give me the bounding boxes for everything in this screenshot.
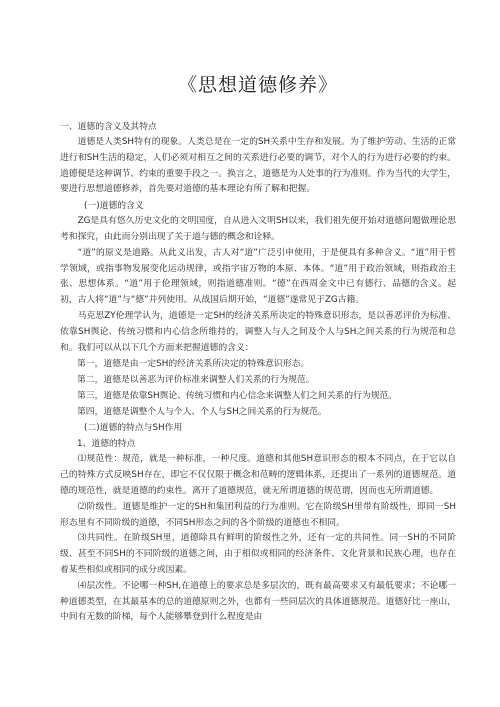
paragraph-class-nature: ⑵阶级性。道德是维护一定的SH和集团利益的行为准则。它在阶级SH里带有阶级性，即同一SH形态里有不同阶级的道德，不同SH形态之间的各个阶级的道德也不相同。 — [60, 501, 456, 528]
paragraph-commonality: ⑶共同性。在阶级SH里，道德除具有鲜明的阶级性之外，还有一定的共同性。同一SH的不同阶级、甚至不同SH的不同阶级的道德之间，由于相似或相同的经济条件、文化背景和民族心理，也存在着某些相似或相同的成分或因素。 — [60, 533, 456, 575]
point-item: 第一，道德是由一定SH的经济关系所决定的特殊意识形态。 — [77, 359, 310, 370]
paragraph-levels: ⑷层次性。不论哪一种SH,在道德上的要求总是多层次的，既有最高要求又有最低要求；不论哪一种道德类型，在其最基本的总的道德原则之外，也都有一些同层次的具体道德规范。道德好比一座山，中间有无数的阶梯，每个人能够攀登到什么程度是由 — [60, 580, 456, 623]
section-heading-1: 一、道德的含义及其特点 — [60, 122, 157, 132]
subsection-heading-1: (一)道德的含义 — [84, 201, 144, 212]
paragraph-dao: “道”的原义是道路。从此义出发，古人对“道”广泛引申使用，于是便具有多种含义。“道”用于哲学领域，或指事物发展变化运动规律，或指宇宙万物的本原、本体。“道”用于政治领域，则指政治主张、思想体系。“道”用于伦理领域，则指道德准则。“德”在西周金文中已有德行、品德的含义。起初，古人将“道”与“德”并列使用。从战国后期开始，“道德”遂常见于ZG古籍。 — [60, 247, 456, 306]
point-item: 第二，道德是以善恶为评价标准来调整人们关系的行为规范。 — [77, 375, 315, 386]
item-heading-1: 1、道德的特点 — [77, 439, 136, 450]
paragraph-marx: 马克思ZY伦理学认为，道德是一定SH的经济关系所决定的特殊意识形态，是以善恶评价为标准、依靠SH舆论、传统习惯和内心信念所维持的，调整人与人之间及个人与SH之间关系的行为规范和总和。我们可以从以下几个方面来把握道德的含义： — [60, 310, 456, 353]
document-title: 《思想道德修养》 — [177, 74, 338, 96]
point-item: 第四，道德是调整个人与个人、个人与SH之间关系的行为规范。 — [77, 407, 327, 418]
subsection-heading-2: (二)道德的特点与SH作用 — [84, 423, 183, 434]
point-item: 第三，道德是依靠SH舆论、传统习惯和内心信念来调整人们之间关系的行为规范。 — [77, 391, 398, 402]
paragraph-origin: ZG是具有悠久历史文化的文明国度，自从进入文明SH以来，我们祖先便开始对道德问题做理论思考和探究，由此而分别出现了关于道与德的概念和诠释。 — [60, 216, 456, 242]
paragraph-normativity: ⑴规范性：规范，就是一种标准，一种尺度。道德和其他SH意识形态的根本不同点，在于它以自己的特殊方式反映SH存在，即它不仅仅限于概念和范畴的逻辑体系，还提出了一系列的道德规范。道德的规范性，就是道德的约束性。离开了道德规范，就无所谓道德的规范谓，因而也无所谓道德。 — [60, 454, 456, 496]
paragraph-intro: 道德是人类SH特有的现象。人类总是在一定的SH关系中生存和发展。为了维护劳动、生活的正常进行和SH生活的稳定，人们必须对相互之间的关系进行必要的调节，对个人的行为进行必要的约束。道德便是这种调节、约束的重要手段之一。换言之，道德是为人处事的行为准则。作为当代的大学生，要进行思想道德修养，首先要对道德的基本理论有所了解和把握。 — [60, 137, 456, 195]
